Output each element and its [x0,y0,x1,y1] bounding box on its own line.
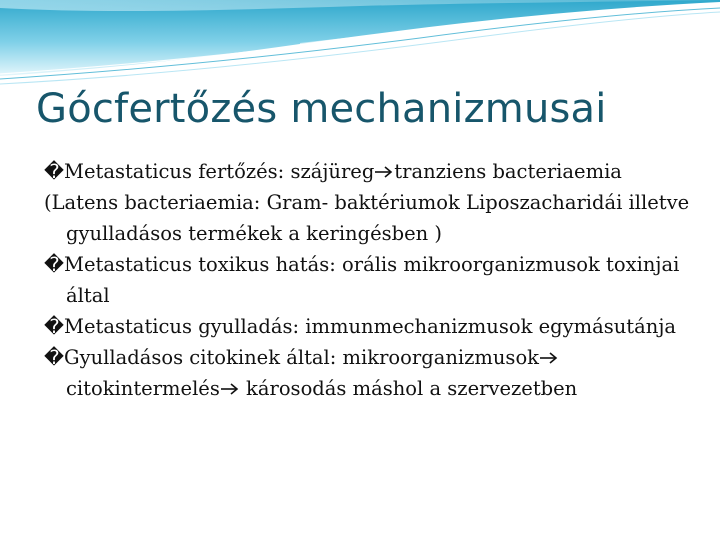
paragraph-text: károsodás máshol a szervezetben [239,377,578,400]
paragraph-text: (Latens bacteriaemia: Gram- baktériumok Liposzacharidái illetve gyulladásos termékek a keringésben ) [44,191,690,245]
bullet-glyph-icon: � [44,160,64,183]
bullet-glyph-icon: � [44,253,64,276]
paragraph-text: citokintermelés [66,377,220,400]
paragraph-text: tranziens bacteriaemia [394,160,622,183]
paragraph-text: Metastaticus fertőzés: szájüreg [64,160,375,183]
paragraph [44,342,704,404]
slide-body [44,156,704,404]
bullet-glyph-icon: � [44,346,64,369]
header-wave-decoration [0,0,720,90]
right-arrow-icon [220,382,240,396]
paragraph-text: Gyulladásos citokinek által: mikroorganizmusok [64,346,539,369]
paragraph [44,249,704,311]
bullet-glyph-icon: � [44,315,64,338]
right-arrow-icon [539,351,559,365]
paragraph-text: Metastaticus gyulladás: immunmechanizmusok egymásutánja [64,315,677,338]
paragraph [44,156,704,187]
paragraph [44,311,704,342]
paragraph [44,187,704,249]
paragraph-text: Metastaticus toxikus hatás: orális mikroorganizmusok toxinjai által [64,253,680,307]
slide-title: Gócfertőzés mechanizmusai [36,86,607,132]
right-arrow-icon [374,165,394,179]
